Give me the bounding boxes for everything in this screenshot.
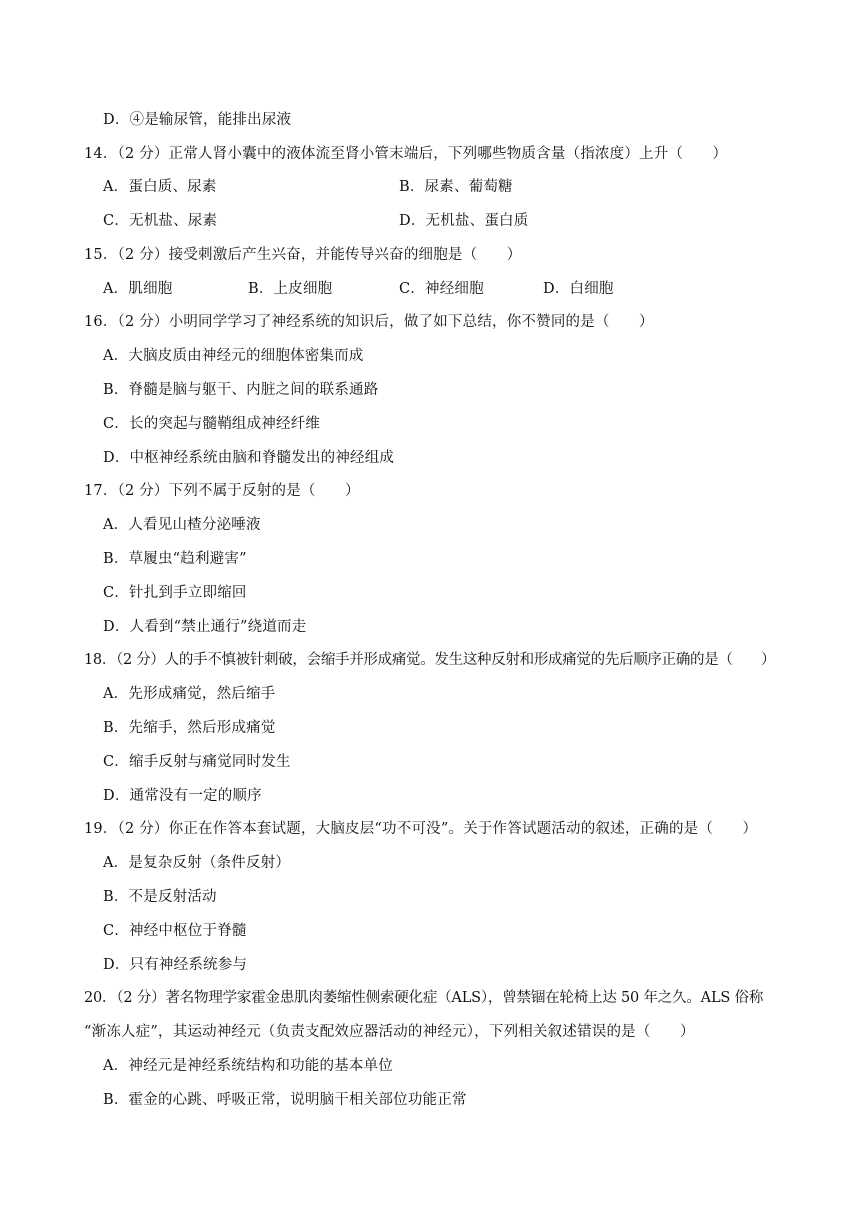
option-c: C．神经细胞: [399, 281, 484, 297]
question-stem: 16．（2 分）小明同学学习了神经系统的知识后，做了如下总结，你不赞同的是（ ）: [84, 314, 654, 330]
question-stem: 14．（2 分）正常人肾小囊中的液体流至肾小管末端后，下列哪些物质含量（指浓度）上升（ ）: [84, 146, 728, 162]
option-c: C．无机盐、尿素: [103, 213, 218, 229]
option-b: B．先缩手，然后形成痛觉: [103, 720, 276, 736]
option-a: A．是复杂反射（条件反射）: [103, 855, 291, 871]
option-d: D．只有神经系统参与: [103, 957, 248, 973]
option-b: B．草履虫“趋利避害”: [103, 551, 247, 567]
question-stem: 19．（2 分）你正在作答本套试题，大脑皮层“功不可没”。关于作答试题活动的叙述，正确的是（ ）: [84, 821, 758, 837]
option-a: A．蛋白质、尿素: [103, 179, 217, 195]
option-c: C．神经中枢位于脊髓: [103, 923, 247, 939]
option-a: A．先形成痛觉，然后缩手: [103, 686, 276, 702]
option-b: B．上皮细胞: [248, 281, 333, 297]
question-stem: 15．（2 分）接受刺激后产生兴奋，并能传导兴奋的细胞是（ ）: [84, 247, 522, 263]
option-d: D．中枢神经系统由脑和脊髓发出的神经组成: [103, 450, 395, 466]
option-d: D．无机盐、蛋白质: [399, 213, 529, 229]
option-a: A．肌细胞: [103, 281, 173, 297]
option-d: D．通常没有一定的顺序: [103, 788, 262, 804]
option-a: A．人看见山楂分泌唾液: [103, 517, 261, 533]
option-b: B．尿素、葡萄糖: [399, 179, 513, 195]
q13-option-d: D．④是输尿管，能排出尿液: [103, 112, 292, 128]
option-d: D．白细胞: [543, 281, 614, 297]
question-stem-line-1: 20．（2 分）著名物理学家霍金患肌肉萎缩性侧索硬化症（ALS），曾禁锢在轮椅上达 50 年之久。ALS 俗称: [84, 990, 764, 1006]
option-c: C．缩手反射与痛觉同时发生: [103, 754, 291, 770]
option-b: B．不是反射活动: [103, 889, 217, 905]
option-c: C．针扎到手立即缩回: [103, 585, 247, 601]
option-c: C．长的突起与髓鞘组成神经纤维: [103, 416, 321, 432]
option-d: D．人看到“禁止通行”绕道而走: [103, 619, 307, 635]
option-b: B．霍金的心跳、呼吸正常，说明脑干相关部位功能正常: [103, 1092, 467, 1108]
option-b: B．脊髓是脑与躯干、内脏之间的联系通路: [103, 382, 379, 398]
option-a: A．大脑皮质由神经元的细胞体密集而成: [103, 348, 364, 364]
question-stem-line-2: “渐冻人症”，其运动神经元（负责支配效应器活动的神经元），下列相关叙述错误的是（ ）: [84, 1024, 695, 1040]
question-stem: 17．（2 分）下列不属于反射的是（ ）: [84, 483, 360, 499]
option-a: A．神经元是神经系统结构和功能的基本单位: [103, 1058, 393, 1074]
question-stem: 18．（2 分）人的手不慎被针刺破，会缩手并形成痛觉。发生这种反射和形成痛觉的先后顺序正确的是（ ）: [84, 652, 776, 668]
